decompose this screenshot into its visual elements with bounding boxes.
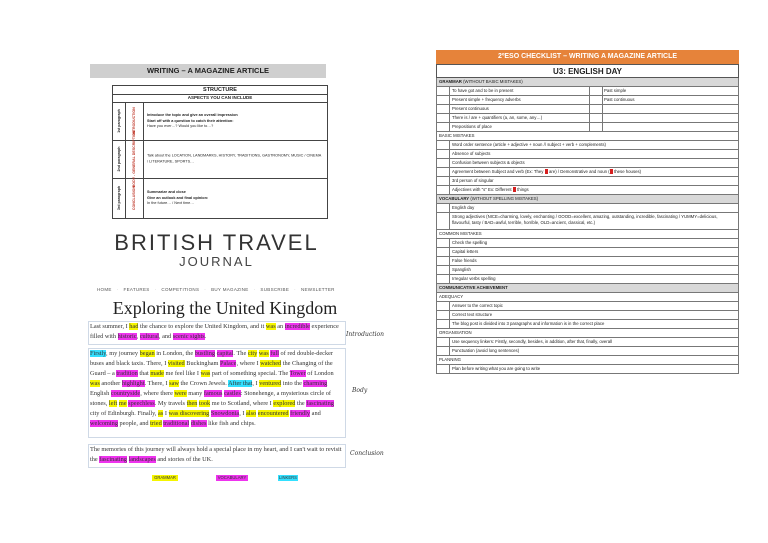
vocabulary-highlight: highlight — [121, 380, 145, 387]
grammar-highlight: explored — [273, 400, 296, 407]
text-run: and — [310, 410, 321, 417]
structure-header: STRUCTURE — [113, 86, 327, 95]
conclusion-paragraph — [90, 445, 342, 465]
checklist-item — [436, 266, 739, 275]
checkbox[interactable] — [437, 338, 450, 346]
vocabulary-highlight: traditional — [163, 420, 190, 427]
checklist-section — [436, 78, 739, 87]
nav-item[interactable]: SUBSCRIBE — [260, 287, 290, 292]
text-run: . — [204, 333, 207, 340]
item-label: Capital letters — [452, 249, 479, 254]
checkbox[interactable] — [437, 168, 450, 176]
nav-separator: · — [253, 287, 256, 292]
text-run: . The — [233, 350, 248, 357]
grammar-highlight: was — [90, 380, 100, 387]
legend-vocabulary: VOCABULARY — [217, 475, 247, 480]
checklist-item — [436, 186, 739, 195]
journal-subtitle: JOURNAL — [179, 254, 254, 269]
checkbox[interactable] — [437, 365, 450, 373]
journal-title: BRITISH TRAVEL — [114, 230, 319, 255]
checkbox[interactable] — [589, 114, 603, 122]
checkbox[interactable] — [437, 275, 450, 283]
vocabulary-highlight: countryside — [110, 390, 141, 397]
item-label: Irregular verbs spelling — [452, 276, 496, 281]
intro-label: Introduction — [346, 331, 384, 338]
body-paragraph — [90, 349, 342, 429]
grammar-highlight: also — [246, 410, 257, 417]
text-run: , where there — [140, 390, 175, 397]
item-label: To have got and to be in present — [452, 88, 514, 93]
nav-item[interactable]: FEATURES — [123, 287, 150, 292]
vocabulary-highlight: scenic sights — [172, 333, 205, 340]
legend-grammar: GRAMMAR — [152, 475, 178, 481]
text-run: . My travels — [154, 400, 187, 407]
checkbox[interactable] — [437, 96, 450, 104]
grammar-highlight: was — [258, 350, 269, 357]
text-run: experience filled with — [90, 323, 339, 340]
vocabulary-highlight: friendly — [290, 410, 311, 417]
conclusion-label: Conclusion — [350, 450, 384, 457]
article-title: Exploring the United Kingdom — [112, 298, 338, 318]
item-label: Plan before writing what you are going to write — [452, 366, 541, 371]
grammar-highlight: visited — [167, 360, 185, 367]
nav-separator: · — [204, 287, 207, 292]
vocabulary-highlight: famous — [203, 390, 223, 397]
text-run: like fish and chips. — [206, 420, 256, 427]
text-run: another — [99, 380, 122, 387]
checkbox[interactable] — [437, 320, 450, 328]
grammar-highlight: me — [118, 400, 127, 407]
item-label: Word order sentence (article + adjective + noun // subject + verb + complements) — [452, 142, 606, 147]
section-name: CONCLUSION — [132, 185, 136, 211]
vocabulary-highlight: welcoming — [90, 420, 118, 427]
grammar-highlight: as — [158, 410, 164, 417]
checkbox[interactable] — [437, 311, 450, 319]
checklist-item — [436, 311, 739, 320]
checklist-item — [436, 320, 739, 329]
section-label: VOCABULARY — [439, 196, 470, 201]
text-run: the Crown Jewels. — [178, 380, 229, 387]
vocabulary-highlight: incredible — [284, 323, 310, 330]
checklist-item — [436, 275, 739, 284]
paragraph-number: 1st paragraph — [117, 109, 121, 133]
text-run: of red double-decker buses and black taxis. There, I — [90, 350, 334, 367]
section-note: (WITHOUT BASIC MISTAKES) — [461, 79, 523, 84]
item-label: The blog post is divided into 3 paragraphs and information is in the correct place — [452, 321, 605, 326]
item-label: Adjectives with "s" Ex: Different things — [452, 187, 529, 192]
text-run: , and — [158, 333, 173, 340]
checklist-item — [436, 159, 739, 168]
intro-paragraph — [90, 322, 342, 342]
checkbox[interactable] — [589, 87, 603, 95]
checklist-item — [436, 96, 739, 105]
text-run: Last summer, I — [90, 323, 130, 330]
error-mark — [513, 187, 516, 192]
grammar-highlight: then — [186, 400, 198, 407]
item-label: Past continuous — [604, 97, 635, 102]
vocabulary-highlight: tradition — [116, 370, 138, 377]
item-label: Answer to the correct topic — [452, 303, 503, 308]
text-run: , where I — [236, 360, 261, 367]
structure-row — [113, 102, 327, 141]
vocabulary-highlight: Snowdonia — [210, 410, 240, 417]
text-run: : Stonehenge, a mysterious circle of stones, — [90, 390, 332, 407]
nav-item[interactable]: NEWSLETTER — [300, 287, 335, 292]
grammar-highlight: was discovering — [168, 410, 210, 417]
item-label: Present continuous — [452, 106, 489, 111]
vocabulary-highlight: bustling — [194, 350, 216, 357]
item-label: Spanglish — [452, 267, 471, 272]
checklist-item — [436, 365, 739, 374]
text-run: an — [275, 323, 285, 330]
vocabulary-highlight: charming — [303, 380, 328, 387]
checkbox[interactable] — [437, 105, 450, 113]
linker-highlight: After that — [228, 380, 253, 387]
legend-linkers: LINKERS — [279, 475, 297, 480]
grammar-highlight: began — [139, 350, 155, 357]
item-label: Confusion between subjects & objects — [452, 160, 525, 165]
section-description: Talk about the LOCATION, LANDMARKS, HISTORY, TRADITIONS, GASTRONOMY, MUSIC / CINEMA / LITERATURE, SPORTS… — [147, 153, 322, 163]
structure-row — [113, 130, 327, 188]
text-run: the chance to explore the United Kingdom, and it — [138, 323, 266, 330]
checkbox[interactable] — [589, 123, 603, 131]
body-label: Body — [352, 387, 368, 394]
checklist-item — [436, 302, 739, 311]
checklist-item — [436, 347, 739, 356]
vocabulary-highlight: speechless — [128, 400, 155, 407]
checklist-title: 2ºESO CHECKLIST – WRITING A MAGAZINE ARTICLE — [436, 50, 739, 64]
text-run: me feel like I — [163, 370, 201, 377]
nav-item[interactable]: HOME — [97, 287, 112, 292]
item-label: Prepositions of place — [452, 124, 492, 129]
grammar-highlight: city — [247, 350, 258, 357]
item-label: Use sequency linkers: Firstly, secondly, besides, in addition, after that, finally, overall — [452, 339, 613, 344]
checkbox[interactable] — [437, 150, 450, 158]
checkbox[interactable] — [437, 257, 450, 265]
checklist — [436, 50, 739, 371]
structure-table — [112, 85, 328, 219]
checklist-section — [436, 195, 739, 204]
vocabulary-highlight: capital — [216, 350, 234, 357]
linker-highlight: Firstly — [90, 350, 107, 357]
structure-subheader: ASPECTS YOU CAN INCLUDE — [113, 94, 327, 103]
vocabulary-highlight: Tower — [289, 370, 306, 377]
item-label: False friends — [452, 258, 477, 263]
checkbox[interactable] — [437, 87, 450, 95]
item-label: There is / are + quantifiers (a, an, some, any…) — [452, 115, 543, 120]
vocabulary-highlight: dishes — [190, 420, 207, 427]
checkbox[interactable] — [589, 105, 603, 113]
checklist-item — [436, 105, 739, 114]
checklist-item — [436, 141, 739, 150]
text-run: , — [136, 333, 140, 340]
paragraph-number: 2nd paragraph — [117, 146, 121, 172]
checkbox[interactable] — [437, 302, 450, 310]
vocabulary-highlight: fascinating — [99, 456, 127, 463]
item-label: Absence of subjects — [452, 151, 491, 156]
text-run: The memories of this journey will always hold a special place in my heart, and I can't wait to revisit the — [90, 446, 342, 463]
grammar-highlight: were — [174, 390, 187, 397]
checkbox[interactable] — [437, 123, 450, 131]
checkbox[interactable] — [589, 96, 603, 104]
text-run: many — [186, 390, 204, 397]
checklist-subsection: BASIC MISTAKES — [436, 132, 739, 141]
text-run: city of Edinburgh. Finally, — [90, 410, 159, 417]
checklist-item — [436, 204, 739, 213]
grammar-highlight: ventured — [259, 380, 282, 387]
grammar-highlight: left — [108, 400, 118, 407]
checkbox[interactable] — [437, 266, 450, 274]
item-label: Correct text structure — [452, 312, 493, 317]
text-run: me to Scotland, where I — [210, 400, 274, 407]
error-mark — [545, 169, 548, 174]
text-run: the Changing of the Guard – a — [90, 360, 333, 377]
text-run: the — [295, 400, 307, 407]
vocabulary-highlight: full — [270, 350, 279, 357]
checklist-unit: U3: ENGLISH DAY — [436, 64, 739, 78]
text-run: into the — [281, 380, 304, 387]
vocabulary-highlight: fascinating — [306, 400, 334, 407]
text-run: and stories of the UK. — [155, 456, 213, 463]
checklist-subsection: COMMON MISTAKES — [436, 230, 739, 239]
item-label: Strong adjectives (NICE=charming, lovely, enchanting / GOOD=excellent, amazing, outstanding, incredible, fascinating / YUMMY=delicious, flavourful, tasty / BAD=awful, terrible, horrible, OLD=ancient, classical, etc.) — [452, 214, 718, 225]
grammar-highlight: was — [265, 323, 276, 330]
checkbox[interactable] — [437, 186, 450, 194]
section-name: INTRODUCTION — [132, 107, 136, 135]
text-run: that — [137, 370, 151, 377]
checklist-item — [436, 87, 739, 96]
worksheet-title: WRITING – A MAGAZINE ARTICLE — [90, 64, 326, 78]
nav-separator: · — [294, 287, 296, 292]
vocabulary-highlight: landscapes — [128, 456, 156, 463]
checklist-item — [436, 239, 739, 248]
text-run: , I — [252, 380, 260, 387]
grammar-highlight: encountered — [257, 410, 289, 417]
error-mark — [610, 169, 613, 174]
text-run: part of something special. The — [210, 370, 290, 377]
item-label: Present simple + frequency adverbs — [452, 97, 521, 102]
text-run: of London — [305, 370, 334, 377]
text-run: , I — [239, 410, 247, 417]
vocabulary-highlight: historic — [117, 333, 137, 340]
nav-separator: · — [154, 287, 157, 292]
item-label: Check the spelling — [452, 240, 488, 245]
grammar-highlight: was — [200, 370, 211, 377]
item-label: Punctuation (avoid long sentences) — [452, 348, 520, 353]
grammar-highlight: made — [150, 370, 164, 377]
vocabulary-highlight: castles — [223, 390, 241, 397]
vocabulary-highlight: Palace — [220, 360, 237, 367]
checkbox[interactable] — [437, 347, 450, 355]
checkbox[interactable] — [437, 204, 450, 212]
checkbox[interactable] — [437, 141, 450, 149]
item-label: Past simple — [604, 88, 627, 93]
vocabulary-highlight: cultural — [139, 333, 159, 340]
section-label: GRAMMAR — [439, 79, 462, 84]
checklist-item — [436, 150, 739, 159]
checkbox[interactable] — [437, 213, 450, 229]
checklist-subsection: ORGANISATION — [436, 329, 739, 338]
structure-row — [113, 178, 327, 218]
checklist-section — [436, 284, 739, 293]
text-run: in London, the — [154, 350, 195, 357]
item-label: English day — [452, 205, 475, 210]
checklist-subsection: PLANNING — [436, 356, 739, 365]
section-note: (WITHOUT SPELLING MISTAKES) — [469, 196, 539, 201]
nav-item[interactable]: BUY MAGAZINE — [211, 287, 249, 292]
checklist-item — [436, 123, 739, 132]
checklist-subsection: ADEQUACY — [436, 293, 739, 302]
item-label: 3rd person of singular — [452, 178, 494, 183]
section-label: COMMUNICATIVE ACHIEVEMENT — [439, 285, 508, 290]
section-description: Summarize and close Give an outlook and final opinion: In the future… / Next time… — [147, 189, 209, 205]
checklist-item — [436, 114, 739, 123]
text-run: English — [90, 390, 111, 397]
grammar-highlight: took — [199, 400, 211, 407]
checkbox[interactable] — [437, 248, 450, 256]
checkbox[interactable] — [437, 177, 450, 185]
nav-separator: · — [116, 287, 119, 292]
text-run: , my journey — [106, 350, 140, 357]
grammar-highlight: had — [129, 323, 139, 330]
text-run: Buckingham — [184, 360, 220, 367]
section-description: Introduce the topic and give an overall impression Start off with a question to catch their attention: Have you ever…? Would you like to…? — [147, 112, 238, 128]
checklist-item — [436, 257, 739, 266]
checklist-item — [436, 248, 739, 257]
checklist-item — [436, 213, 739, 230]
grammar-highlight: saw — [169, 380, 179, 387]
journal-nav — [97, 287, 357, 292]
section-name: BODY - GENERAL DESCRIPTION — [132, 130, 136, 188]
checkbox[interactable] — [437, 159, 450, 167]
nav-item[interactable]: COMPETITIONS — [161, 287, 200, 292]
grammar-highlight: watched — [260, 360, 282, 367]
checklist-item — [436, 168, 739, 177]
grammar-highlight: tried — [150, 420, 162, 427]
paragraph-number: 3rd paragraph — [117, 185, 121, 211]
checkbox[interactable] — [437, 114, 450, 122]
text-run: people, and — [117, 420, 151, 427]
text-run: . There, I — [144, 380, 170, 387]
item-label: Agreement between Subject and verb (Ex: They are) / Demonstrative and noun ( these houses) — [452, 169, 642, 174]
checklist-item — [436, 177, 739, 186]
text-run: I — [163, 410, 169, 417]
checkbox[interactable] — [437, 239, 450, 247]
checklist-item — [436, 338, 739, 347]
